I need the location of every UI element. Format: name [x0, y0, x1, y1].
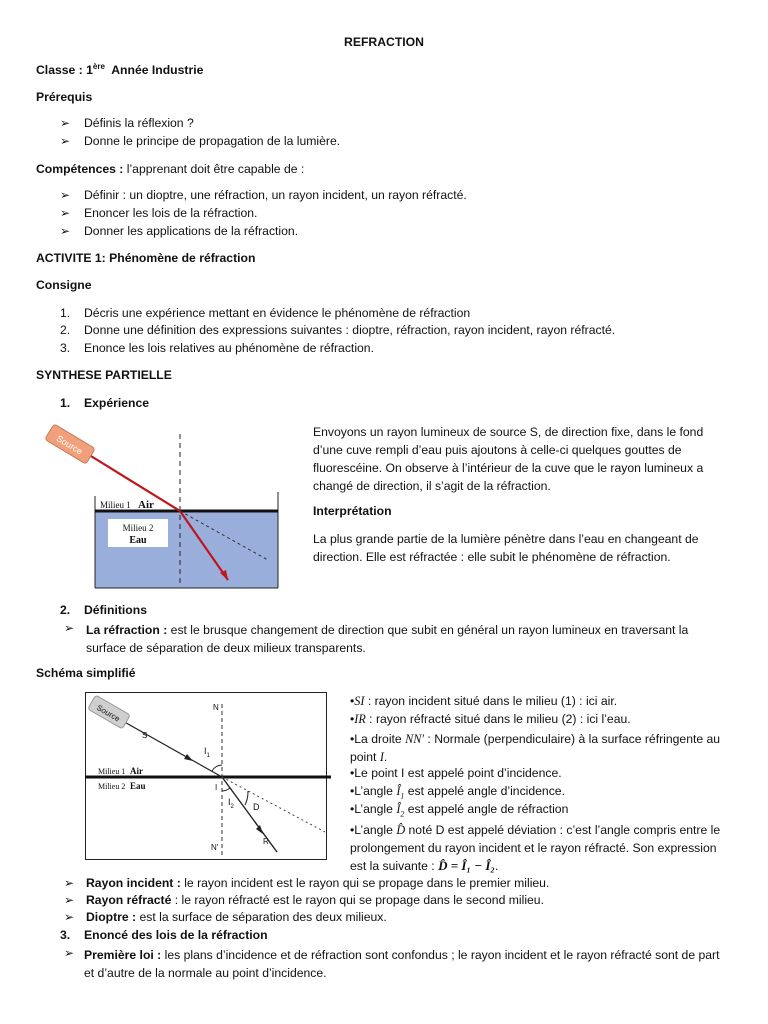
experience-num: 1.: [60, 396, 71, 410]
arrow-icon: ➢: [64, 910, 75, 924]
schema-text: L’angle: [354, 823, 397, 837]
schema-item-text: : rayon incident situé dans le milieu (1) : ici air.: [364, 694, 618, 708]
def-term: Rayon réfracté: [86, 893, 172, 907]
schema-item-normale: [350, 730, 730, 766]
arrow-icon: ➢: [64, 621, 75, 635]
schema-incident-arrow: [184, 754, 193, 761]
sym-i2: Î: [396, 802, 401, 816]
arrow-icon: ➢: [60, 224, 71, 238]
schema-text: L’angle: [354, 784, 397, 798]
milieu1-label: Milieu 1: [100, 500, 131, 510]
experience-heading: Expérience: [84, 396, 150, 410]
lois-heading: Enoncé des lois de la réfraction: [84, 928, 268, 942]
def-rayon-refracte: [86, 893, 544, 907]
page-title: REFRACTION: [344, 35, 424, 49]
schema-i2-letter: I: [228, 797, 231, 807]
refraction-text: est le brusque changement de direction que subit en général un rayon lumineux en traversant la surface de séparation de deux milieux transparents.: [86, 623, 689, 655]
schema-i2-sub: 2: [230, 804, 234, 810]
schema-text: noté D est appelé déviation : c’est l’angle compris entre le prolongement du rayon incident et le rayon réfracté. Son expression est la suivante :: [350, 823, 721, 873]
schema-item-text: : rayon réfracté situé dans le milieu (2) : ici l’eau.: [365, 712, 631, 726]
schema-item-angle-incidence: [350, 784, 565, 800]
definitions-heading: Définitions: [84, 603, 147, 617]
schema-item-ir: [350, 712, 631, 727]
source-label: Source: [54, 433, 85, 457]
consigne-num: 1.: [60, 306, 71, 320]
interpretation-text: La plus grande partie de la lumière pénètre dans l’eau en changeant de direction. Elle est réfractée : elle subit le phénomène de réfraction.: [313, 532, 699, 564]
schema-n-label: N: [213, 703, 219, 712]
sym-i1: Î: [396, 784, 401, 798]
bullet: •: [350, 766, 355, 780]
competence-item: Donner les applications de la réfraction.: [84, 224, 299, 238]
experience-figure: [40, 420, 290, 592]
consigne-num: 3.: [60, 341, 71, 355]
air-label: Air: [138, 499, 154, 511]
bullet: •: [350, 802, 355, 816]
def-dioptre: [86, 910, 387, 924]
loi-term: Première loi :: [84, 948, 162, 962]
schema-text: est appelé angle de réfraction: [404, 802, 569, 816]
bullet: •: [350, 712, 355, 726]
schema-nprime-label: N': [211, 843, 219, 852]
classe-line: [36, 62, 203, 77]
premiere-loi: [84, 946, 724, 982]
schema-eau-label: Eau: [130, 781, 146, 791]
schema-source-lamp: [88, 695, 131, 729]
sym-d: D̂: [396, 823, 406, 837]
competences-heading: Compétences :: [36, 162, 124, 176]
def-rayon-incident: [86, 876, 549, 890]
arrow-icon: ➢: [64, 893, 75, 907]
bullet: •: [350, 732, 355, 746]
schema-d-label: D: [253, 802, 260, 812]
schema-figure: [85, 692, 347, 860]
schema-milieu1-label: Milieu 1: [98, 767, 126, 776]
prerequis-heading: Prérequis: [36, 90, 93, 104]
schema-text: est appelé angle d’incidence.: [404, 784, 565, 798]
prerequis-item: Définis la réflexion ?: [84, 116, 194, 130]
def-term: Rayon incident :: [86, 876, 181, 890]
arrow-icon: ➢: [60, 134, 71, 148]
schema-refracted-arrow: [256, 825, 263, 834]
consigne-heading: Consigne: [36, 278, 92, 292]
schema-angle-i1-arc: [212, 765, 222, 771]
synthese-heading: SYNTHESE PARTIELLE: [36, 368, 172, 382]
arrow-icon: ➢: [60, 206, 71, 220]
consigne-item: Décris une expérience mettant en évidence le phénomène de réfraction: [84, 306, 471, 320]
prerequis-item: Donne le principe de propagation de la lumière.: [84, 134, 341, 148]
source-lamp: [45, 424, 95, 464]
schema-text: .: [494, 859, 499, 873]
experience-text: Envoyons un rayon lumineux de source S, de direction fixe, dans le fond d’une cuve rempli d’eau puis ajoutons à celle-ci quelques gouttes de fluorescéine. On observe à l’intérieur de la cuve que le rayon lumineux a changé de direction, il s’agit de la réfraction.: [313, 425, 704, 493]
sym-ir: IR: [354, 712, 366, 726]
loi-text: les plans d’incidence et de réfraction sont confondus ; le rayon incident et le rayon réfracté sont de part et d’autre de la normale au point d’incidence.: [84, 948, 720, 980]
arrow-icon: ➢: [60, 188, 71, 202]
def-text: est la surface de séparation des deux milieux.: [136, 910, 387, 924]
schema-i-label: I: [215, 783, 218, 792]
def-text: : le rayon réfracté est le rayon qui se propage dans le second milieu.: [171, 893, 544, 907]
def-text: le rayon incident est le rayon qui se propage dans le premier milieu.: [180, 876, 550, 890]
sym-si: SI: [354, 694, 365, 708]
competences-intro: l’apprenant doit être capable de :: [123, 162, 305, 176]
sym-i: I: [379, 750, 384, 764]
schema-i2-label: [228, 797, 235, 810]
schema-i1-letter: I: [204, 746, 207, 756]
schema-i1-label: [204, 746, 211, 759]
interpretation-heading: Interprétation: [313, 504, 392, 518]
bullet: •: [350, 823, 355, 837]
schema-text: L’angle: [354, 802, 397, 816]
refraction-term: La réfraction :: [86, 623, 168, 637]
bullet: •: [350, 784, 355, 798]
deviation-formula: D̂ = Î₁ − Î₂: [438, 858, 495, 873]
schema-text: Le point I est appelé point d’incidence.: [354, 766, 562, 780]
schema-air-label: Air: [130, 766, 143, 776]
arrow-icon: ➢: [60, 116, 71, 130]
competence-item: Enoncer les lois de la réfraction.: [84, 206, 258, 220]
lois-num: 3.: [60, 928, 71, 942]
schema-source-label: Source: [95, 703, 122, 724]
schema-item-angle-refraction: [350, 802, 568, 818]
classe-label: Classe : 1: [36, 63, 93, 78]
schema-angle-d-arc: [245, 791, 248, 805]
activite-heading: ACTIVITE 1: Phénomène de réfraction: [36, 251, 256, 265]
consigne-item: Enonce les lois relatives au phénomène de réfraction.: [84, 341, 374, 355]
eau-label: Eau: [129, 535, 147, 546]
competences-line: [36, 162, 304, 176]
schema-item-point: [350, 766, 562, 780]
arrow-icon: ➢: [64, 876, 75, 890]
classe-rest: Année Industrie: [104, 63, 204, 78]
sym-i1-sub: 1: [400, 791, 405, 801]
sym-nn: NN′: [405, 732, 425, 746]
refraction-definition: [86, 621, 726, 657]
schema-angle-i2-arc: [222, 788, 230, 791]
schema-text: : Normale (perpendiculaire) à la surface réfringente au point: [350, 732, 721, 764]
schema-s-label: S: [142, 731, 148, 740]
sym-i2-sub: 2: [400, 809, 405, 819]
schema-r-label: R: [263, 837, 269, 846]
schema-prolongation: [222, 777, 325, 832]
milieu2-label: Milieu 2: [122, 523, 154, 533]
competence-item: Définir : un dioptre, une réfraction, un rayon incident, un rayon réfracté.: [84, 188, 467, 202]
arrow-icon: ➢: [64, 946, 75, 960]
definitions-num: 2.: [60, 603, 71, 617]
def-term: Dioptre :: [86, 910, 137, 924]
schema-item-si: [350, 694, 617, 709]
schema-heading: Schéma simplifié: [36, 666, 136, 680]
consigne-item: Donne une définition des expressions suivantes : dioptre, réfraction, rayon incident, rayon réfracté.: [84, 323, 616, 337]
consigne-num: 2.: [60, 323, 71, 337]
schema-item-deviation: [350, 821, 735, 875]
schema-text: La droite: [354, 732, 406, 746]
schema-text: .: [383, 750, 388, 764]
bullet: •: [350, 694, 355, 708]
classe-sup: ère: [92, 62, 105, 71]
schema-milieu2-label: Milieu 2: [98, 782, 126, 791]
schema-i1-sub: 1: [206, 753, 210, 759]
